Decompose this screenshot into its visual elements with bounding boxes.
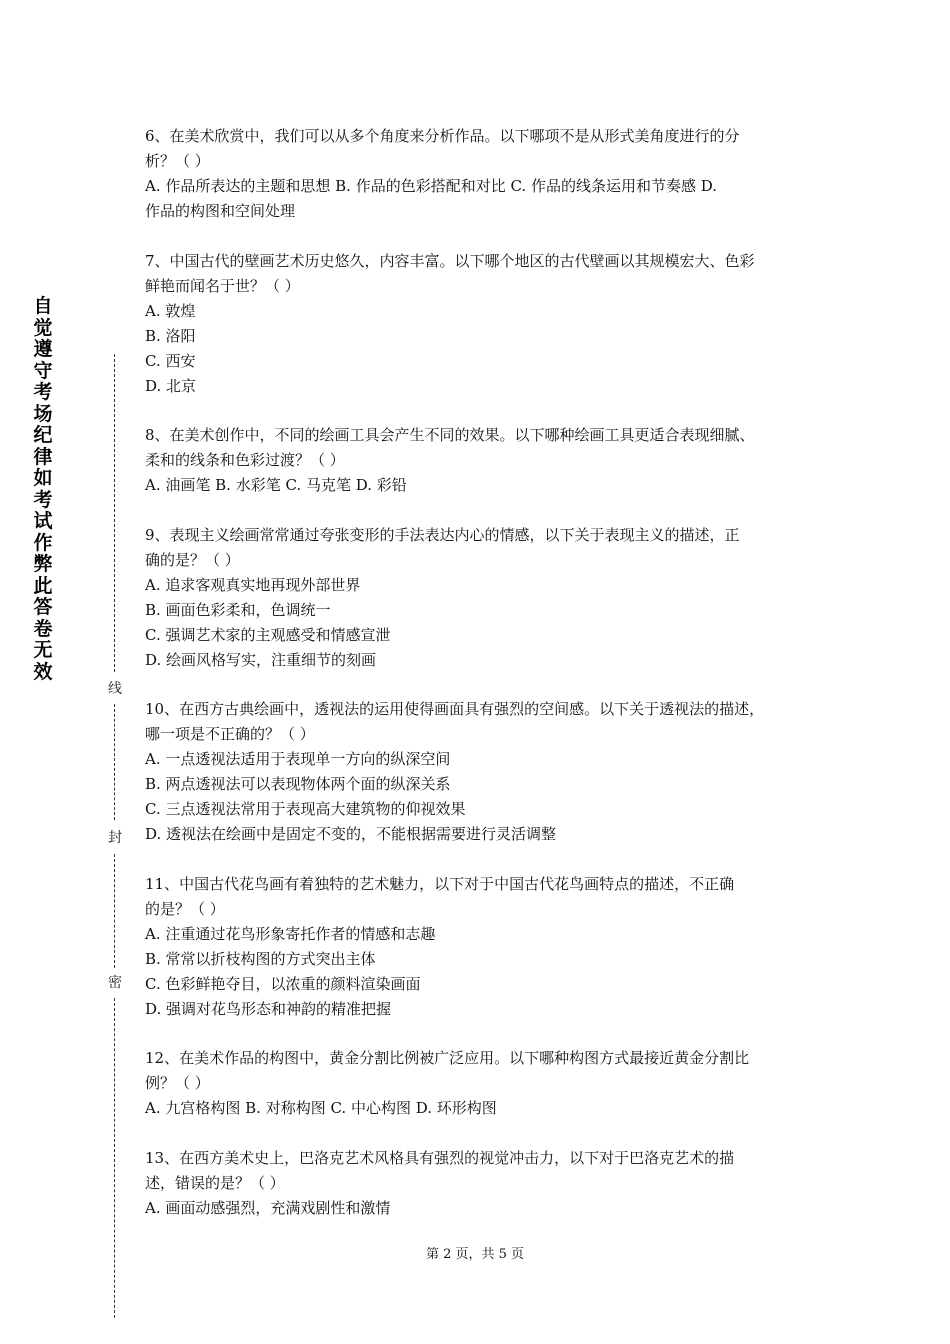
question-13 (145, 1146, 825, 1221)
exam-discipline-notice: 自觉遵守考场纪律如考试作弊此答卷无效 (33, 295, 53, 683)
question-line: 柔和的线条和色彩过渡？（ ） (145, 451, 345, 469)
option-line: D. 北京 (145, 376, 197, 395)
option-line: A. 敦煌 (145, 301, 196, 320)
question-11 (145, 872, 825, 1022)
option-line: A. 注重通过花鸟形象寄托作者的情感和志趣 (145, 924, 436, 943)
binding-dashed-line (114, 854, 115, 968)
option-line: D. 透视法在绘画中是固定不变的，不能根据需要进行灵活调整 (145, 825, 557, 843)
binding-dashed-line (114, 704, 115, 820)
question-line: 鲜艳而闻名于世？（ ） (145, 276, 300, 295)
option-line: A. 画面动感强烈，充满戏剧性和激情 (145, 1198, 391, 1217)
option-line: C. 强调艺术家的主观感受和情感宣泄 (145, 625, 391, 644)
question-line: 的是？（ ） (145, 899, 225, 918)
question-6 (145, 124, 825, 224)
question-line: 例？（ ） (145, 1074, 210, 1092)
question-line: 确的是？（ ） (145, 550, 240, 569)
question-line: 述，错误的是？（ ） (145, 1173, 285, 1192)
question-line: 6、在美术欣赏中，我们可以从多个角度来分析作品。以下哪项不是从形式美角度进行的分 (145, 127, 740, 145)
option-line: C. 西安 (145, 351, 196, 370)
question-10 (145, 697, 825, 847)
question-line: 10、在西方古典绘画中，透视法的运用使得画面具有强烈的空间感。以下关于透视法的描述， (145, 700, 765, 718)
option-line: A. 作品所表达的主题和思想 B. 作品的色彩搭配和对比 C. 作品的线条运用和节奏感 D. (145, 177, 717, 195)
option-line: C. 三点透视法常用于表现高大建筑物的仰视效果 (145, 800, 466, 818)
option-line: A. 九宫格构图 B. 对称构图 C. 中心构图 D. 环形构图 (145, 1099, 497, 1117)
binding-dashed-line (114, 354, 115, 672)
question-line: 9、表现主义绘画常常通过夸张变形的手法表达内心的情感，以下关于表现主义的描述，正 (145, 525, 740, 544)
option-line: B. 洛阳 (145, 326, 196, 345)
binding-label-line: 线 (108, 681, 122, 697)
exam-questions (145, 124, 825, 1245)
binding-label-secret: 密 (108, 975, 122, 991)
page-number: 第 2 页，共 5 页 (425, 1247, 525, 1262)
question-line: 8、在美术创作中，不同的绘画工具会产生不同的效果。以下哪种绘画工具更适合表现细腻、 (145, 426, 755, 444)
option-line: D. 强调对花鸟形态和神韵的精准把握 (145, 999, 392, 1018)
option-line: A. 追求客观真实地再现外部世界 (145, 575, 361, 594)
option-line: 作品的构图和空间处理 (145, 202, 296, 220)
question-8 (145, 423, 825, 498)
question-9 (145, 523, 825, 673)
option-line: D. 绘画风格写实，注重细节的刻画 (145, 650, 377, 669)
binding-label-seal: 封 (108, 830, 122, 846)
question-line: 哪一项是不正确的？（ ） (145, 725, 315, 743)
option-line: C. 色彩鲜艳夺目，以浓重的颜料渲染画面 (145, 974, 421, 993)
question-line: 12、在美术作品的构图中，黄金分割比例被广泛应用。以下哪种构图方式最接近黄金分割比 (145, 1049, 750, 1067)
question-line: 13、在西方美术史上，巴洛克艺术风格具有强烈的视觉冲击力，以下对于巴洛克艺术的描 (145, 1148, 735, 1167)
binding-dashed-line (114, 998, 115, 1318)
option-line: A. 油画笔 B. 水彩笔 C. 马克笔 D. 彩铅 (145, 476, 407, 494)
option-line: B. 画面色彩柔和，色调统一 (145, 600, 331, 619)
question-12 (145, 1046, 825, 1121)
question-line: 析？（ ） (145, 152, 210, 170)
option-line: A. 一点透视法适用于表现单一方向的纵深空间 (145, 750, 451, 768)
option-line: B. 两点透视法可以表现物体两个面的纵深关系 (145, 775, 451, 793)
question-line: 11、中国古代花鸟画有着独特的艺术魅力，以下对于中国古代花鸟画特点的描述，不正确 (145, 874, 735, 893)
option-line: B. 常常以折枝构图的方式突出主体 (145, 949, 376, 968)
question-7 (145, 249, 825, 399)
question-line: 7、中国古代的壁画艺术历史悠久，内容丰富。以下哪个地区的古代壁画以其规模宏大、色彩 (145, 251, 755, 270)
